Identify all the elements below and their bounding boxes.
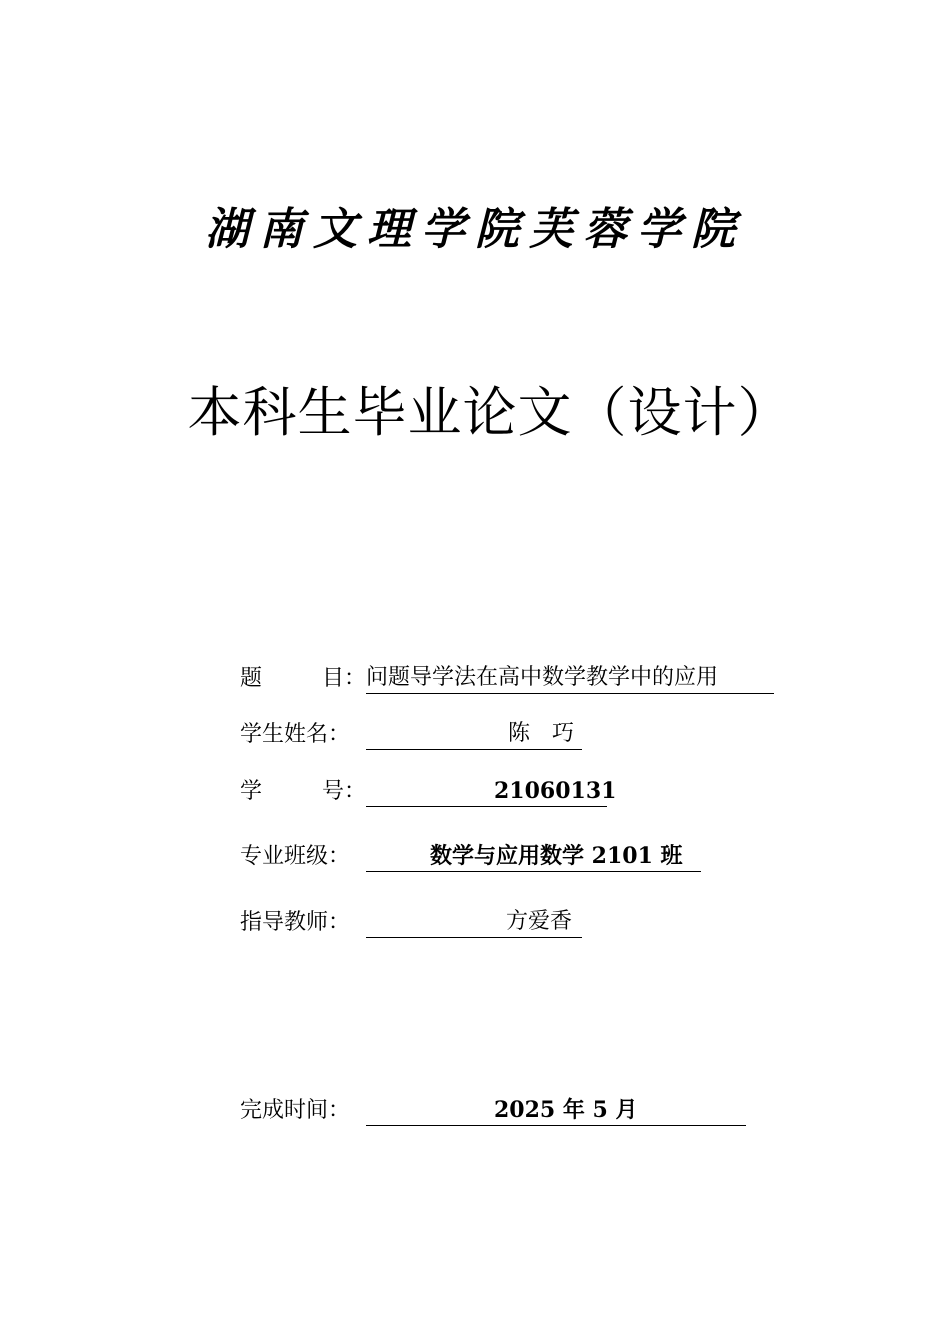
- topic-label: [240, 664, 366, 694]
- student-id-field: [240, 773, 617, 807]
- student-name-field: [240, 716, 582, 750]
- document-title: 本科生毕业论文（设计）: [187, 381, 793, 444]
- student-id-value: 21060131: [494, 778, 617, 804]
- student-id-label: [240, 777, 366, 807]
- student-name-label: 学生姓名：: [240, 722, 351, 747]
- major-class-value: 数学与应用数学 2101 班: [430, 843, 683, 869]
- topic-label-part-1: 题: [240, 666, 263, 691]
- topic-value: 问题导学法在高中数学教学中的应用: [366, 664, 774, 694]
- student-id-label-part-1: 学: [240, 779, 263, 804]
- university-name: 湖南文理学院芙蓉学院: [205, 204, 745, 255]
- topic-field: [240, 660, 774, 694]
- major-class-underline: [366, 842, 701, 872]
- completion-time-underline: [366, 1096, 746, 1126]
- advisor-underline: [366, 908, 582, 938]
- student-name-underline: [366, 720, 582, 750]
- completion-time-value: 2025 年 5 月: [494, 1097, 638, 1123]
- completion-time-field: [240, 1092, 746, 1126]
- advisor-value: 方爱香: [506, 909, 573, 934]
- student-id-label-part-2: 号：: [321, 779, 366, 804]
- topic-label-part-2: 目：: [321, 666, 366, 691]
- major-class-label: 专业班级：: [240, 844, 351, 869]
- student-name-value: 陈 巧: [508, 721, 575, 746]
- completion-time-label: 完成时间：: [240, 1098, 351, 1123]
- student-id-underline: [366, 777, 617, 807]
- major-class-field: [240, 838, 701, 872]
- advisor-label: 指导教师：: [240, 910, 351, 935]
- advisor-field: [240, 904, 582, 938]
